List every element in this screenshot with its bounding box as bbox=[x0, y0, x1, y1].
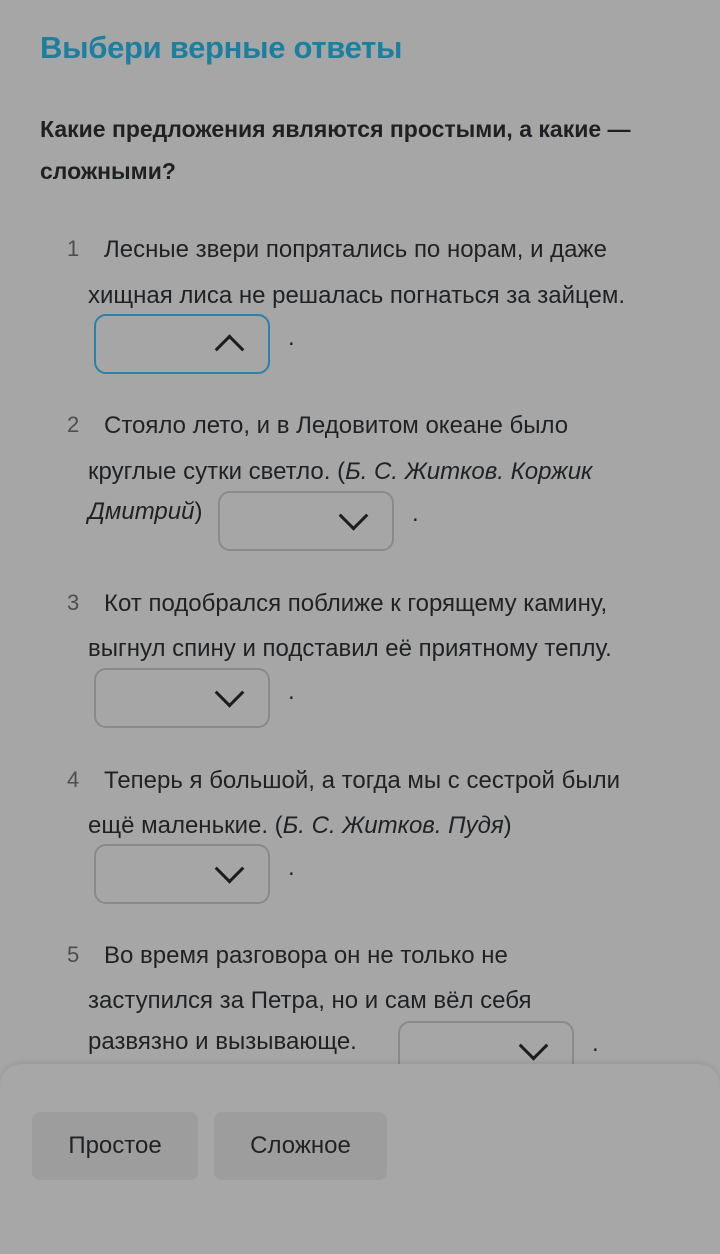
page-title: Выбери верные ответы bbox=[40, 30, 403, 65]
sentence-period: . bbox=[288, 324, 295, 351]
sentence-period: . bbox=[412, 500, 419, 527]
answer-dropdown[interactable] bbox=[94, 314, 270, 374]
source-citation: Б. С. Житков. Пудя bbox=[282, 812, 504, 839]
sentence-text: круглые сутки светло. ( bbox=[88, 458, 346, 485]
chevron-down-icon bbox=[215, 678, 245, 708]
sentence-line: Теперь я большой, а тогда мы с сестрой были bbox=[104, 767, 620, 794]
sentence-period: . bbox=[288, 678, 295, 705]
sentence-line: Кот подобрался поближе к горящему камину, bbox=[104, 590, 608, 617]
answer-dropdown[interactable] bbox=[218, 491, 394, 551]
source-citation: Дмитрий bbox=[88, 498, 195, 525]
sentence-line: Стояло лето, и в Ледовитом океане было bbox=[104, 412, 569, 439]
sentence-line: заступился за Петра, но и сам вёл себя bbox=[88, 987, 532, 1014]
answer-dropdown[interactable] bbox=[94, 668, 270, 728]
chevron-down-icon bbox=[215, 854, 245, 884]
source-citation: Б. С. Житков. Коржик bbox=[345, 458, 593, 485]
sentence-line bbox=[88, 458, 592, 486]
sentence-line: Лесные звери попрятались по норам, и даже bbox=[104, 236, 607, 263]
chevron-up-icon bbox=[215, 334, 245, 364]
option-complex-button[interactable]: Сложное bbox=[214, 1112, 387, 1180]
sentence-line: Во время разговора он не только не bbox=[104, 942, 508, 969]
item-number: 5 bbox=[67, 942, 80, 967]
sentence-line bbox=[88, 498, 202, 526]
sentence-line: выгнул спину и подставил её приятному теплу. bbox=[88, 635, 612, 662]
item-number: 4 bbox=[67, 767, 80, 792]
sentence-line: развязно и вызывающе. bbox=[88, 1028, 357, 1055]
answer-dropdown[interactable] bbox=[94, 844, 270, 904]
item-number: 2 bbox=[67, 412, 80, 437]
sentence-text: ) bbox=[194, 498, 203, 525]
sentence-period: . bbox=[288, 854, 295, 881]
sentence-line: хищная лиса не решалась погнаться за зайцем. bbox=[88, 282, 626, 309]
sentence-text: ) bbox=[503, 812, 512, 839]
chevron-down-icon bbox=[519, 1031, 549, 1061]
sentence-text: ещё маленькие. ( bbox=[88, 812, 283, 839]
item-number: 1 bbox=[67, 236, 80, 261]
chevron-down-icon bbox=[339, 501, 369, 531]
sentence-period: . bbox=[592, 1030, 599, 1057]
item-number: 3 bbox=[67, 590, 80, 615]
options-panel bbox=[0, 1064, 720, 1254]
question-text: Какие предложения являются простыми, а какие — сложными? bbox=[40, 116, 631, 184]
sentence-line bbox=[88, 812, 512, 840]
option-simple-button[interactable]: Простое bbox=[32, 1112, 198, 1180]
